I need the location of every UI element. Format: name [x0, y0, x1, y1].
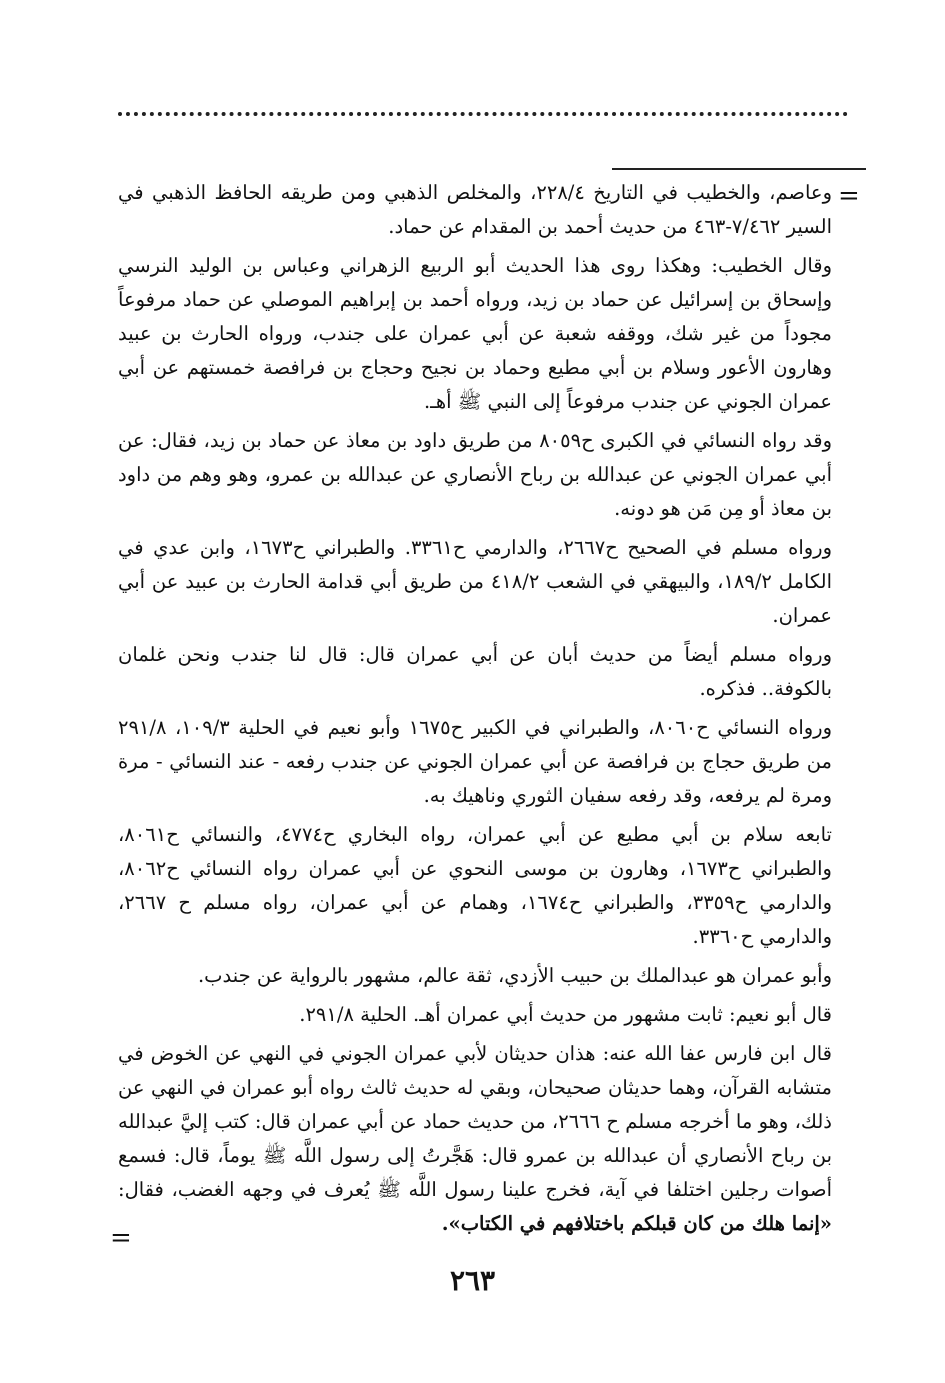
- paragraph-9: قال أبو نعيم: ثابت مشهور من حديث أبي عمران أهـ. الحلية ٢٩١/٨.: [299, 1003, 832, 1026]
- paragraph-5: ورواه مسلم أيضاً من حديث أبان عن أبي عمران قال: قال لنا جندب ونحن غلمان بالكوفة.. فذكره.: [118, 643, 832, 700]
- paragraph-2: وقال الخطيب: وهكذا روى هذا الحديث أبو الربيع الزهراني وعباس بن الوليد النرسي وإسحاق بن إسرائيل عن حماد بن زيد، ورواه أحمد بن إبراهيم الموصلي عن حماد مرفوعاً مجوداً من غير شك، ووقفه شعبة عن أبي عمران على جندب، ورواه الحارث بن عبيد وهارون الأعور وسلام بن أبي مطيع وحماد بن نجيح وحجاج بن فرافصة خمستهم عن أبي عمران الجوني عن جندب مرفوعاً إلى النبي ﷺ أهـ.: [118, 254, 832, 413]
- footnote-separator: [612, 168, 866, 170]
- paragraph-1: وعاصم، والخطيب في التاريخ ٢٢٨/٤، والمخلص الذهبي ومن طريقه الحافظ الذهبي في السير ٧/٤٦٢-٤٦٣ من حديث أحمد بن المقدام عن حماد.: [118, 181, 832, 238]
- footnote-body: [118, 176, 832, 1246]
- page-number: ٢٦٣: [449, 1264, 496, 1297]
- paragraph-3: وقد رواه النسائي في الكبرى ح٨٠٥٩ من طريق داود بن معاذ عن حماد بن زيد، فقال: عن أبي عمران الجوني عن عبدالله بن رباح الأنصاري عن عبدالله بن عمرو، وهو وهم من داود بن معاذ أو مِن مَن هو دونه.: [118, 429, 832, 520]
- paragraph-7: تابعه سلام بن أبي مطيع عن أبي عمران، رواه البخاري ح٤٧٧٤، والنسائي ح٨٠٦١، والطبراني ح١٦٧٣، وهارون بن موسى النحوي عن أبي عمران رواه النسائي ح٨٠٦٢، والدارمي ح٣٣٥٩، والطبراني ح١٦٧٤، وهمام عن أبي عمران، رواه مسلم ح ٢٦٦٧، والدارمي ح٣٣٦٠.: [118, 823, 832, 948]
- hadith-quote: «إنما هلك من كان قبلكم باختلافهم في الكتاب».: [441, 1212, 832, 1235]
- paragraph-8: وأبو عمران هو عبدالملك بن حبيب الأزدي، ثقة عالم، مشهور بالرواية عن جندب.: [197, 964, 832, 987]
- dotted-header-rule: [118, 112, 848, 116]
- paragraph-4: ورواه مسلم في الصحيح ح٢٦٦٧، والدارمي ح٣٣٦١. والطبراني ح١٦٧٣، وابن عدي في الكامل ١٨٩/٢، والبيهقي في الشعب ٤١٨/٢ من طريق أبي قدامة الحارث بن عبيد عن أبي عمران.: [118, 536, 833, 627]
- paragraph-10: [118, 1037, 832, 1241]
- continuation-mark-top: =: [838, 181, 860, 211]
- paragraph-6: ورواه النسائي ح٨٠٦٠، والطبراني في الكبير ح١٦٧٥ وأبو نعيم في الحلية ١٠٩/٣، ٢٩١/٨ من طريق حجاج بن فرافصة عن أبي عمران الجوني عن جندب رفعه - عند النسائي - مرة ومرة لم يرفعه، وقد رفعه سفيان الثوري وناهيك به.: [118, 716, 832, 807]
- continuation-mark-bottom: =: [110, 1223, 132, 1253]
- paragraph-10-text: قال ابن فارس عفا الله عنه: هذان حديثان لأبي عمران الجوني في النهي عن الخوض في متشابه القرآن، وهما حديثان صحيحان، وبقي له حديث ثالث رواه أبو عمران في النهي عن ذلك، وهو ما أخرجه مسلم ح ٢٦٦٦، من حديث حماد عن أبي عمران قال: كتب إليَّ عبدالله بن رباح الأنصاري أن عبدالله بن عمرو قال: هَجَّرتُ إلى رسول اللَّه ﷺ يوماً، قال: فسمع أصوات رجلين اختلفا في آية، فخرج علينا رسول اللَّه ﷺ يُعرف في وجهه الغضب، فقال:: [118, 1042, 832, 1201]
